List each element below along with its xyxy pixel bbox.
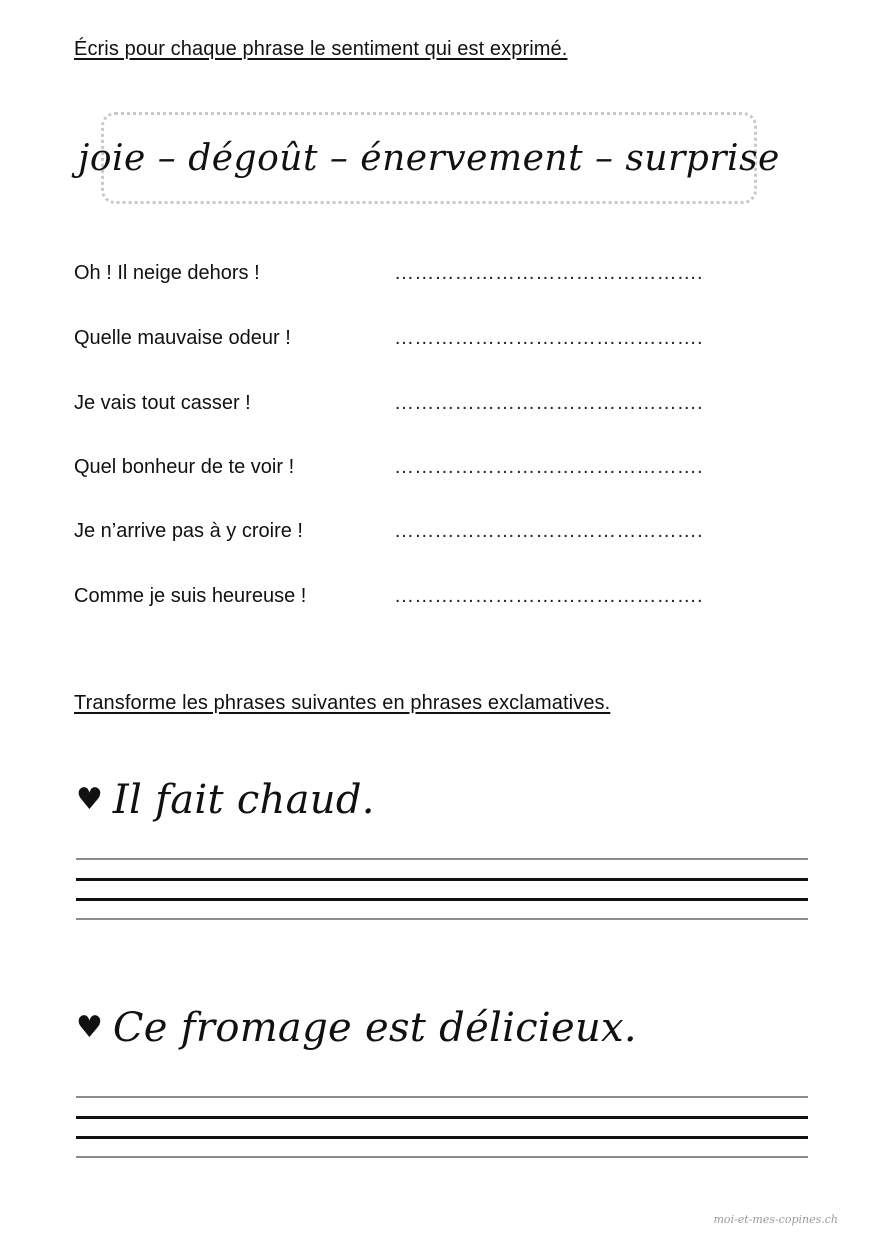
answer-blank[interactable]: ………………………………………. (394, 456, 703, 478)
writing-line-bottom (76, 918, 808, 920)
phrase-text: Ce fromage est délicieux. (112, 1005, 637, 1051)
heart-icon: ♥ (76, 1010, 103, 1045)
answer-blank[interactable]: ………………………………………. (394, 520, 703, 542)
sentence-text: Comme je suis heureuse ! (74, 585, 307, 607)
writing-lines[interactable] (76, 858, 808, 922)
writing-line-baseline (76, 898, 808, 901)
writing-line-baseline (76, 1136, 808, 1139)
answer-blank[interactable]: ………………………………………. (394, 262, 703, 284)
answer-blank[interactable]: ………………………………………. (394, 392, 703, 414)
phrase-line (76, 1000, 808, 1056)
sentence-text: Je n’arrive pas à y croire ! (74, 520, 303, 542)
sentence-text: Quel bonheur de te voir ! (74, 456, 295, 478)
writing-line-top (76, 1096, 808, 1098)
writing-line-mid-upper (76, 1116, 808, 1119)
writing-line-bottom (76, 1156, 808, 1158)
answer-blank[interactable]: ………………………………………. (394, 585, 703, 607)
sentence-text: Oh ! Il neige dehors ! (74, 262, 260, 284)
sentence-row (74, 520, 734, 550)
writing-line-top (76, 858, 808, 860)
word-bank: joie – dégoût – énervement – surprise (78, 137, 780, 179)
phrase-line (76, 772, 808, 828)
sentence-row (74, 262, 734, 292)
exercise-1-instruction: Écris pour chaque phrase le sentiment qui est exprimé. (74, 38, 568, 60)
sentence-row (74, 327, 734, 357)
sentence-row (74, 585, 734, 615)
word-bank-box (78, 112, 780, 204)
sentence-text: Je vais tout casser ! (74, 392, 251, 414)
exercise-2-instruction: Transforme les phrases suivantes en phrases exclamatives. (74, 692, 611, 714)
writing-line-mid-upper (76, 878, 808, 881)
exclamation-exercise (76, 772, 808, 828)
sentence-text: Quelle mauvaise odeur ! (74, 327, 291, 349)
writing-lines[interactable] (76, 1096, 808, 1160)
sentence-row (74, 392, 734, 422)
sentence-row (74, 456, 734, 486)
heart-icon: ♥ (76, 782, 103, 817)
site-credit: moi-et-mes-copines.ch (713, 1213, 838, 1226)
exclamation-exercise (76, 1000, 808, 1056)
answer-blank[interactable]: ………………………………………. (394, 327, 703, 349)
phrase-text: Il fait chaud. (112, 777, 375, 823)
